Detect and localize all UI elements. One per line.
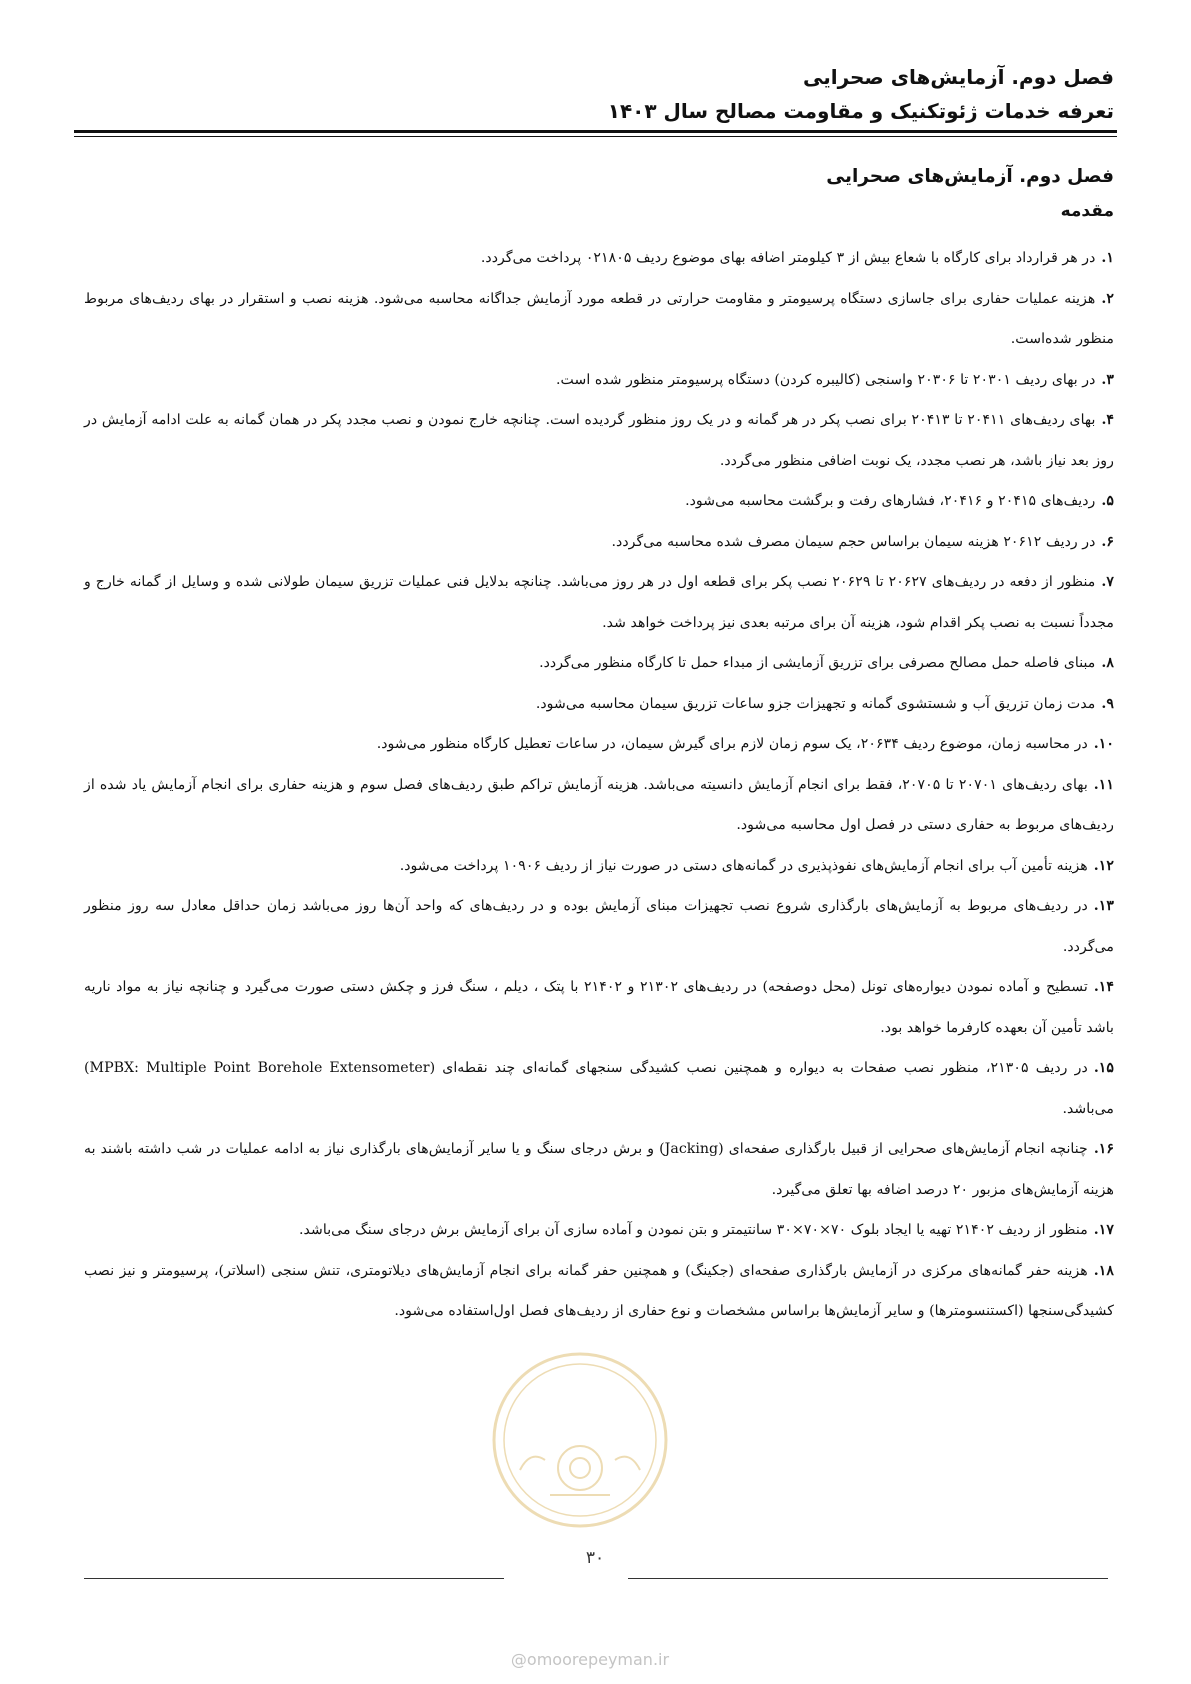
- list-item: [84, 765, 1114, 846]
- section-subtitle: مقدمه: [1060, 201, 1114, 221]
- header-divider-thick: [74, 130, 1117, 133]
- page-number: ۳۰: [585, 1548, 605, 1568]
- footer-divider-left: [84, 1578, 504, 1579]
- list-item: [84, 279, 1114, 360]
- list-item: [84, 238, 1114, 279]
- item-text: در ردیف‌های مربوط به آزمایش‌های بارگذاری شروع نصب تجهیزات مبنای آزمایش بوده و در ردیف‌های که واحد آن‌ها روز می‌باشد زمان حداقل معادل سه روز منظور می‌گردد.: [84, 898, 1114, 955]
- item-text: در ردیف ۲۰۶۱۲ هزینه سیمان براساس حجم سیمان مصرف شده محاسبه می‌گردد.: [611, 533, 1096, 550]
- item-number: ۲.: [1101, 290, 1114, 307]
- item-number: ۶.: [1101, 533, 1114, 550]
- item-text: هزینه عملیات حفاری برای جاسازی دستگاه پرسیومتر و مقاومت حرارتی در قطعه مورد آزمایش جداگانه محاسبه می‌شود. هزینه نصب و استقرار در بهای ردیف‌های مربوط منظور شده‌است.: [84, 290, 1114, 347]
- list-item: [84, 562, 1114, 643]
- item-text: چنانچه انجام آزمایش‌های صحرایی از قبیل بارگذاری صفحه‌ای (Jacking) و برش درجای سنگ و یا سایر آزمایش‌های بارگذاری نیاز به ادامه عملیات در شب داشته باشند به هزینه آزمایش‌های مزبور ۲۰ درصد اضافه بها تعلق می‌گیرد.: [84, 1141, 1114, 1198]
- watermark-url: @omoorepeyman.ir: [510, 1650, 670, 1669]
- list-item: [84, 400, 1114, 481]
- item-text: ردیف‌های ۲۰۴۱۵ و ۲۰۴۱۶، فشارهای رفت و برگشت محاسبه می‌شود.: [685, 493, 1096, 509]
- list-item: [84, 684, 1114, 725]
- header-document-title: تعرفه خدمات ژئوتکنیک و مقاومت مصالح سال ۱۴۰۳: [607, 99, 1114, 123]
- item-text: منظور از ردیف ۲۱۴۰۲ تهیه یا ایجاد بلوک ۷۰×۷۰×۳۰ سانتیمتر و بتن نمودن و آماده سازی آن برای آزمایش برش درجای سنگ می‌باشد.: [299, 1222, 1088, 1238]
- item-number: ۱۲.: [1093, 857, 1114, 874]
- item-number: ۴.: [1101, 412, 1115, 428]
- list-item: [84, 643, 1114, 684]
- item-text: در بهای ردیف ۲۰۳۰۱ تا ۲۰۳۰۶ واسنجی (کالیبره کردن) دستگاه پرسیومتر منظور شده است.: [556, 371, 1096, 388]
- item-number: ۱۰.: [1093, 736, 1114, 752]
- list-item: [84, 1210, 1114, 1251]
- item-number: ۳.: [1101, 371, 1114, 388]
- header-chapter-title: فصل دوم. آزمایش‌های صحرایی: [802, 65, 1114, 89]
- item-text: هزینه تأمین آب برای انجام آزمایش‌های نفوذپذیری در گمانه‌های دستی در صورت نیاز از ردیف ۱۰۹۰۶ پرداخت می‌شود.: [399, 857, 1088, 874]
- item-number: ۱۷.: [1093, 1222, 1114, 1238]
- item-text: در محاسبه زمان، موضوع ردیف ۲۰۶۳۴، یک سوم زمان لازم برای گیرش سیمان، در ساعات تعطیل کارگاه منظور می‌شود.: [376, 736, 1088, 752]
- seal-watermark-icon: [490, 1350, 670, 1530]
- item-text: مبنای فاصله حمل مصالح مصرفی برای تزریق آزمایشی از مبداء حمل تا کارگاه منظور می‌گردد.: [539, 655, 1096, 671]
- list-item: [84, 1048, 1114, 1129]
- list-item: [84, 481, 1114, 522]
- running-header: [84, 60, 1114, 128]
- list-item: [84, 967, 1114, 1048]
- list-item: [84, 1129, 1114, 1210]
- item-number: ۹.: [1101, 695, 1114, 712]
- list-item: [84, 522, 1114, 563]
- item-text: بهای ردیف‌های ۲۰۷۰۱ تا ۲۰۷۰۵، فقط برای انجام آزمایش دانسیته می‌باشد. هزینه آزمایش تراکم طبق ردیف‌های فصل سوم و هزینه حفاری برای انجام آزمایش یاد شده از ردیف‌های مربوط به حفاری دستی در فصل اول محاسبه می‌شود.: [84, 776, 1114, 833]
- item-text: بهای ردیف‌های ۲۰۴۱۱ تا ۲۰۴۱۳ برای نصب پکر در هر گمانه و در یک روز منظور گردیده است. چنانچه خارج نمودن و نصب مجدد پکر در همان گمانه به علت ادامه آزمایش در روز بعد نیاز باشد، هر نصب مجدد، یک نوبت اضافی منظور می‌گردد.: [84, 412, 1114, 469]
- item-number: ۸.: [1101, 655, 1114, 671]
- item-text: منظور از دفعه در ردیف‌های ۲۰۶۲۷ تا ۲۰۶۲۹ نصب پکر برای قطعه اول در هر روز می‌باشد. چنانچه بدلایل فنی عملیات تزریق سیمان طولانی شده و وسایل از گمانه خارج و مجدداً نسبت به نصب پکر اقدام شود، هزینه آن برای مرتبه بعدی نیز پرداخت خواهد شد.: [84, 574, 1114, 631]
- list-item: [84, 886, 1114, 967]
- item-text: تسطیح و آماده نمودن دیواره‌های تونل (محل دوصفحه) در ردیف‌های ۲۱۳۰۲ و ۲۱۴۰۲ با پتک ، دیلم ، سنگ فرز و چکش دستی صورت می‌گیرد و چنانچه نیاز به مواد ناریه باشد تأمین آن بعهده کارفرما خواهد بود.: [84, 979, 1114, 1036]
- item-number: ۱۳.: [1093, 898, 1114, 914]
- item-text: در ردیف ۲۱۳۰۵، منظور نصب صفحات به دیواره و همچنین نصب کشیدگی سنجهای گمانه‌ای چند نقطه‌ای (MPBX: Multiple Point Borehole Extensometer) می‌باشد.: [84, 1060, 1114, 1117]
- item-number: ۷.: [1101, 574, 1114, 590]
- list-item: [84, 360, 1114, 401]
- section-title: فصل دوم. آزمایش‌های صحرایی: [826, 166, 1114, 187]
- item-text: مدت زمان تزریق آب و شستشوی گمانه و تجهیزات جزو ساعات تزریق سیمان محاسبه می‌شود.: [535, 695, 1096, 712]
- item-number: ۵.: [1101, 493, 1114, 509]
- header-divider-thin: [74, 136, 1117, 137]
- footer-divider-right: [628, 1578, 1108, 1579]
- main-content: [84, 160, 1114, 1332]
- item-number: ۱.: [1101, 250, 1114, 266]
- item-number: ۱۱.: [1093, 776, 1114, 793]
- list-item: [84, 1251, 1114, 1332]
- item-number: ۱۵.: [1093, 1060, 1115, 1076]
- item-number: ۱۸.: [1093, 1262, 1114, 1279]
- item-number: ۱۶.: [1093, 1141, 1115, 1157]
- item-text: هزینه حفر گمانه‌های مرکزی در آزمایش بارگذاری صفحه‌ای (جکینگ) و همچنین حفر گمانه برای انجام آزمایش‌های دیلاتومتری، تنش سنجی (اسلاتر)، پرسیومتر و نیز نصب کشیدگی‌سنجها (اکستنسومترها) و سایر آزمایش‌ها براساس مشخصات و نوع حفاری از ردیف‌های فصل اول‌استفاده می‌شود.: [84, 1262, 1114, 1319]
- item-number: ۱۴.: [1093, 979, 1115, 995]
- list-item: [84, 846, 1114, 887]
- item-text: در هر قرارداد برای کارگاه با شعاع بیش از ۳ کیلومتر اضافه بهای موضوع ردیف ۰۲۱۸۰۵ پرداخت می‌گردد.: [480, 250, 1096, 266]
- list-item: [84, 724, 1114, 765]
